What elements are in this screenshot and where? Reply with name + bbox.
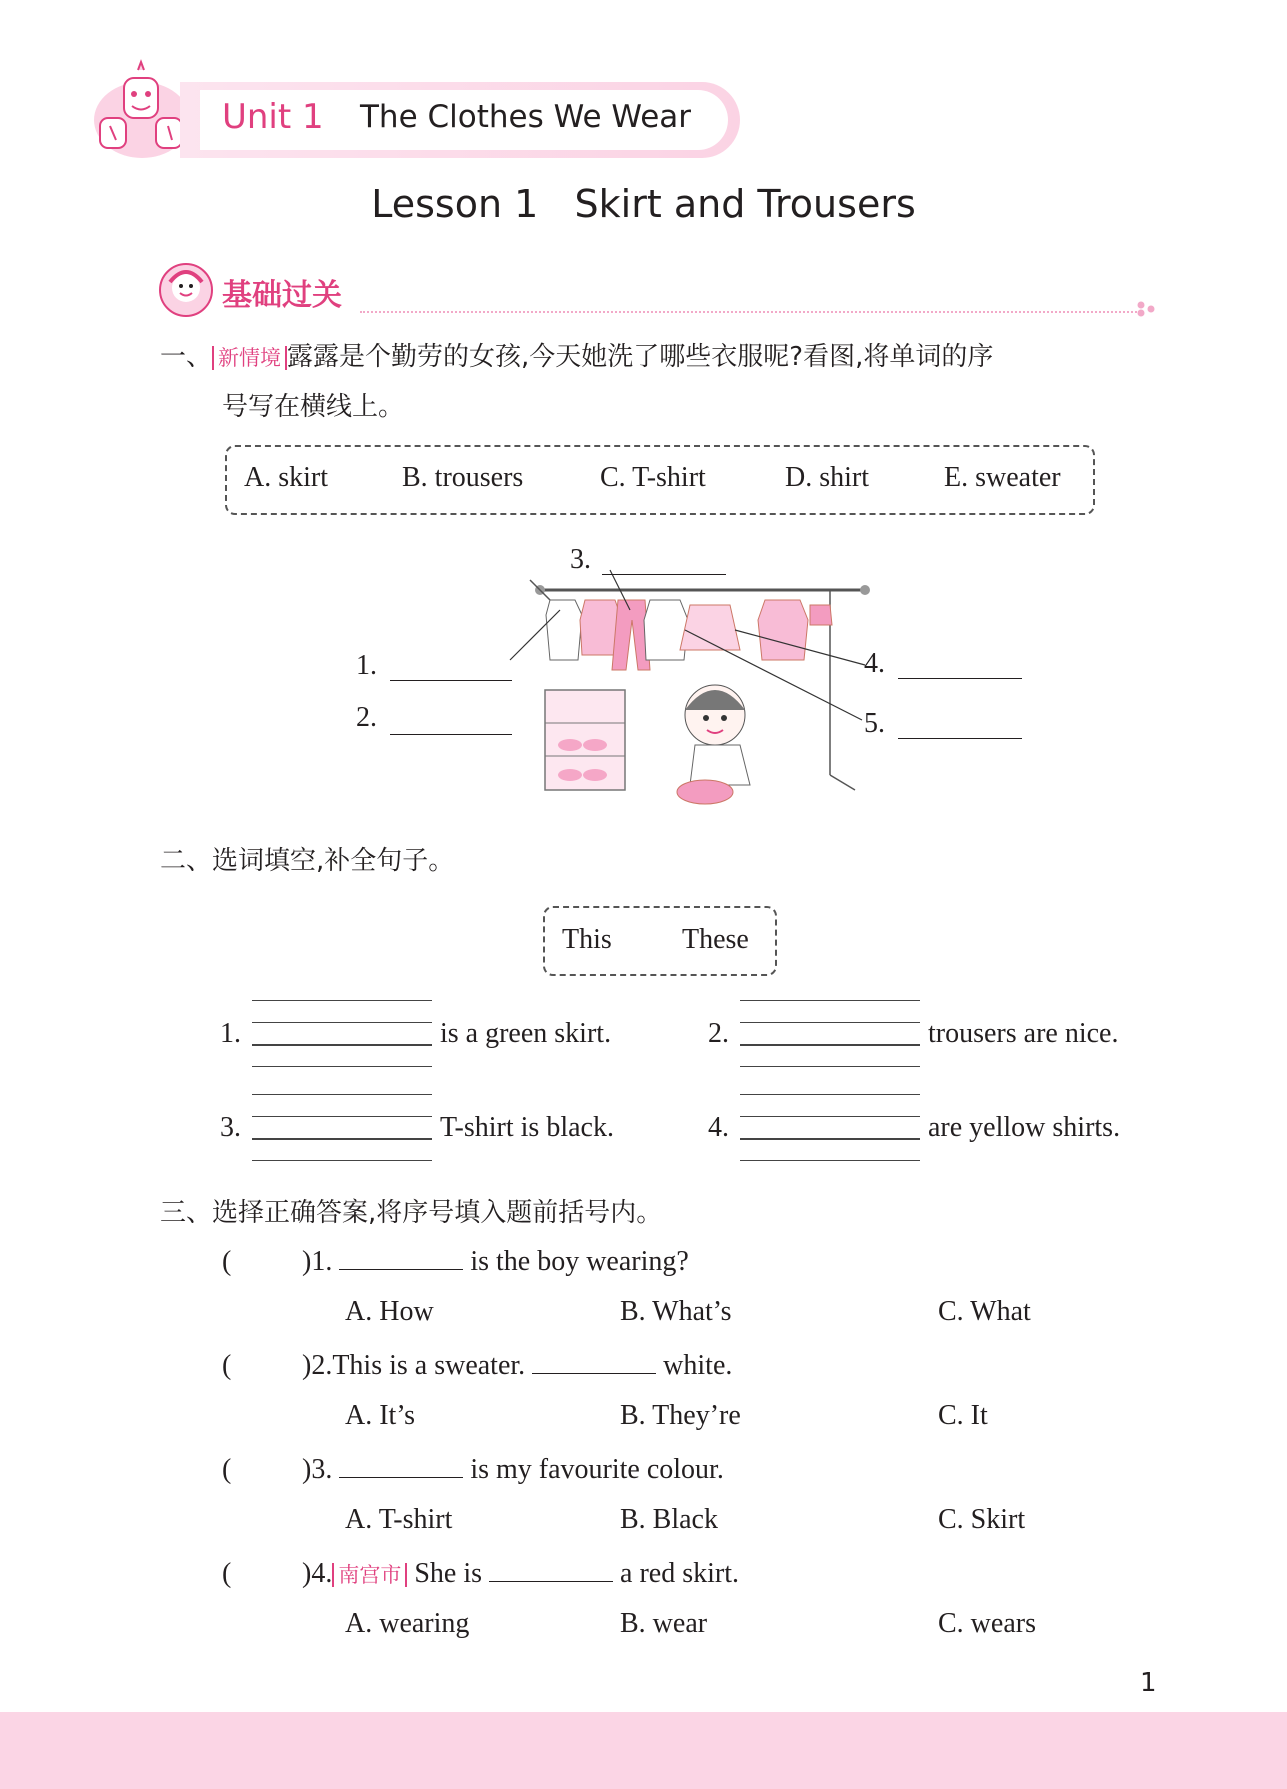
q3-item-2-option-c[interactable]: C. It: [938, 1400, 988, 1431]
q3-item-4-after: a red skirt.: [620, 1558, 739, 1589]
q3-item-3-option-a[interactable]: A. T-shirt: [345, 1504, 453, 1535]
q3-instruction: 三、选择正确答案,将序号填入题前括号内。: [160, 1198, 663, 1228]
q2-item-1-text: is a green skirt.: [440, 1018, 612, 1049]
q3-item-2-stem: [302, 1350, 732, 1382]
q1-blank-3[interactable]: [602, 574, 726, 575]
q2-item-3-text: T-shirt is black.: [440, 1112, 614, 1143]
q3-item-4-stem: [302, 1558, 739, 1590]
unit-title: The Clothes We Wear: [360, 99, 692, 135]
q1-option-a: A. skirt: [244, 462, 328, 493]
section-avatar-icon: [158, 262, 214, 318]
q3-item-4-paren[interactable]: (: [222, 1558, 232, 1589]
q1-prefix: 一、: [160, 342, 213, 372]
q1-tag: 新情境: [212, 346, 287, 370]
q3-item-1-num: )1.: [302, 1246, 333, 1277]
q2-word-these: These: [682, 924, 749, 955]
q2-item-2-text: trousers are nice.: [928, 1018, 1119, 1049]
q2-item-3-blank[interactable]: [252, 1094, 432, 1164]
q3-item-3-option-b[interactable]: B. Black: [620, 1504, 718, 1535]
q3-item-1-option-a[interactable]: A. How: [345, 1296, 434, 1327]
q2-item-2-num: 2.: [708, 1018, 729, 1049]
section-title: 基础过关: [222, 278, 342, 313]
q3-item-1-paren[interactable]: (: [222, 1246, 232, 1277]
laundry-illustration: [500, 560, 880, 810]
unit-label: Unit 1: [222, 97, 324, 137]
section-divider: [360, 311, 1140, 313]
q3-item-2-option-a[interactable]: A. It’s: [345, 1400, 415, 1431]
q1-option-d: D. shirt: [785, 462, 869, 493]
q3-item-2-blank[interactable]: [532, 1372, 656, 1374]
q2-item-3-num: 3.: [220, 1112, 241, 1143]
q2-instruction: 二、选词填空,补全句子。: [160, 846, 455, 876]
q3-item-3-stem: [302, 1454, 724, 1486]
q3-item-1-option-c[interactable]: C. What: [938, 1296, 1031, 1327]
q2-item-1-num: 1.: [220, 1018, 241, 1049]
q3-item-2-option-b[interactable]: B. They’re: [620, 1400, 741, 1431]
footer-band: [0, 1712, 1287, 1789]
q3-item-3-num: )3.: [302, 1454, 333, 1485]
q3-item-1-option-b[interactable]: B. What’s: [620, 1296, 732, 1327]
q3-item-1-stem: [302, 1246, 689, 1278]
q1-blank-2[interactable]: [390, 734, 512, 735]
page-number: 1: [1140, 1668, 1157, 1698]
q3-item-1-blank[interactable]: [339, 1268, 463, 1270]
q3-item-4-option-b[interactable]: B. wear: [620, 1608, 708, 1639]
q2-word-this: This: [562, 924, 612, 955]
q3-item-4-option-c[interactable]: C. wears: [938, 1608, 1036, 1639]
q1-option-b: B. trousers: [402, 462, 524, 493]
q3-item-3-paren[interactable]: (: [222, 1454, 232, 1485]
q3-item-3-blank[interactable]: [339, 1476, 463, 1478]
q3-item-2-num: )2.: [302, 1350, 333, 1381]
q3-item-3-after: is my favourite colour.: [470, 1454, 724, 1485]
q1-option-e: E. sweater: [944, 462, 1061, 493]
q3-item-3-option-c[interactable]: C. Skirt: [938, 1504, 1026, 1535]
q3-item-4-num: )4.: [302, 1558, 333, 1589]
lesson-title: Lesson 1 Skirt and Trousers: [371, 182, 916, 226]
q3-item-4-before: She is: [414, 1558, 483, 1589]
q2-item-2-blank[interactable]: [740, 1000, 920, 1070]
q3-item-2-after: white.: [663, 1350, 733, 1381]
q1-blank-label-1: 1.: [356, 650, 377, 681]
q1-blank-5[interactable]: [898, 738, 1022, 739]
q1-blank-label-4: 4.: [864, 648, 885, 679]
q1-line1: 露露是个勤劳的女孩,今天她洗了哪些衣服呢?看图,将单词的序: [287, 342, 994, 372]
q1-blank-label-3: 3.: [570, 544, 591, 575]
q3-item-1-after: is the boy wearing?: [470, 1246, 689, 1277]
q1-option-c: C. T-shirt: [600, 462, 706, 493]
q2-item-4-num: 4.: [708, 1112, 729, 1143]
q1-blank-label-2: 2.: [356, 702, 377, 733]
q1-blank-4[interactable]: [898, 678, 1022, 679]
q1-blank-1[interactable]: [390, 680, 512, 681]
q3-item-4-blank[interactable]: [489, 1580, 613, 1582]
q2-item-4-blank[interactable]: [740, 1094, 920, 1164]
q2-item-4-text: are yellow shirts.: [928, 1112, 1121, 1143]
q3-item-4-option-a[interactable]: A. wearing: [345, 1608, 470, 1639]
q1-blank-label-5: 5.: [864, 708, 885, 739]
q3-item-2-before: This is a sweater.: [332, 1350, 526, 1381]
q3-item-4-tag: 南宫市: [332, 1563, 407, 1587]
q2-item-1-blank[interactable]: [252, 1000, 432, 1070]
divider-dots-icon: [1136, 300, 1158, 323]
q3-item-2-paren[interactable]: (: [222, 1350, 232, 1381]
q1-instruction-line2: 号写在横线上。: [222, 392, 405, 422]
q1-instruction: [160, 336, 1160, 373]
